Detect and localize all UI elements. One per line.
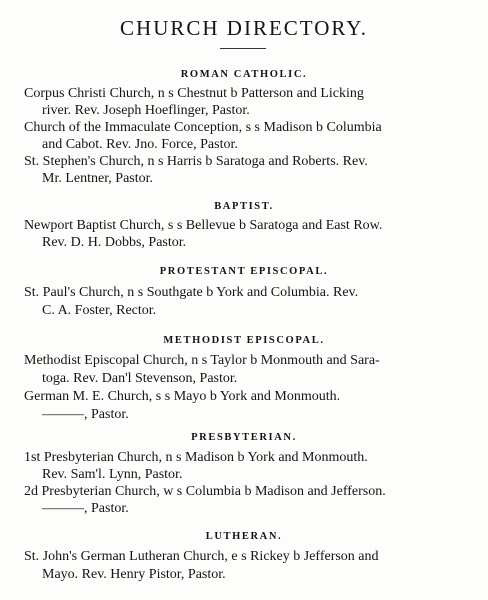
entry-line: Mr. Lentner, Pastor. <box>42 171 154 186</box>
title-rule <box>220 48 266 49</box>
section-heading-baptist: BAPTIST. <box>214 201 274 212</box>
entry-line: river. Rev. Joseph Hoeflinger, Pastor. <box>42 103 250 118</box>
entry-line: St. Paul's Church, n s Southgate b York and Columbia. Rev. <box>24 285 359 300</box>
entry-line: ———, Pastor. <box>42 407 129 422</box>
entry-line: Newport Baptist Church, s s Bellevue b Saratoga and East Row. <box>24 218 383 233</box>
entry-line: 2d Presbyterian Church, w s Columbia b Madison and Jefferson. <box>24 484 386 499</box>
entry-line: St. John's German Lutheran Church, e s Rickey b Jefferson and <box>24 549 379 564</box>
entry-line: ———, Pastor. <box>42 501 129 516</box>
entry-line: toga. Rev. Dan'l Stevenson, Pastor. <box>42 371 238 386</box>
page-title: CHURCH DIRECTORY. <box>120 16 368 40</box>
entry-line: Mayo. Rev. Henry Pistor, Pastor. <box>42 567 226 582</box>
entry-line: and Cabot. Rev. Jno. Force, Pastor. <box>42 137 238 152</box>
entry-line: Corpus Christi Church, n s Chestnut b Patterson and Licking <box>24 86 364 101</box>
entry-line: Methodist Episcopal Church, n s Taylor b Monmouth and Sara- <box>24 353 380 368</box>
section-heading-methodist-episcopal: METHODIST EPISCOPAL. <box>163 335 325 346</box>
entry-line: Rev. Sam'l. Lynn, Pastor. <box>42 467 183 482</box>
entry-line: Rev. D. H. Dobbs, Pastor. <box>42 235 187 250</box>
section-heading-presbyterian: PRESBYTERIAN. <box>191 432 297 443</box>
entry-line: C. A. Foster, Rector. <box>42 303 157 318</box>
entry-line: 1st Presbyterian Church, n s Madison b York and Monmouth. <box>24 450 368 465</box>
entry-line: German M. E. Church, s s Mayo b York and Monmouth. <box>24 389 341 404</box>
section-heading-lutheran: LUTHERAN. <box>205 531 283 542</box>
entry-line: Church of the Immaculate Conception, s s Madison b Columbia <box>24 120 382 135</box>
section-heading-protestant-episcopal: PROTESTANT EPISCOPAL. <box>159 266 329 277</box>
entry-line: St. Stephen's Church, n s Harris b Saratoga and Roberts. Rev. <box>24 154 368 169</box>
section-heading-roman-catholic: ROMAN CATHOLIC. <box>180 69 308 80</box>
